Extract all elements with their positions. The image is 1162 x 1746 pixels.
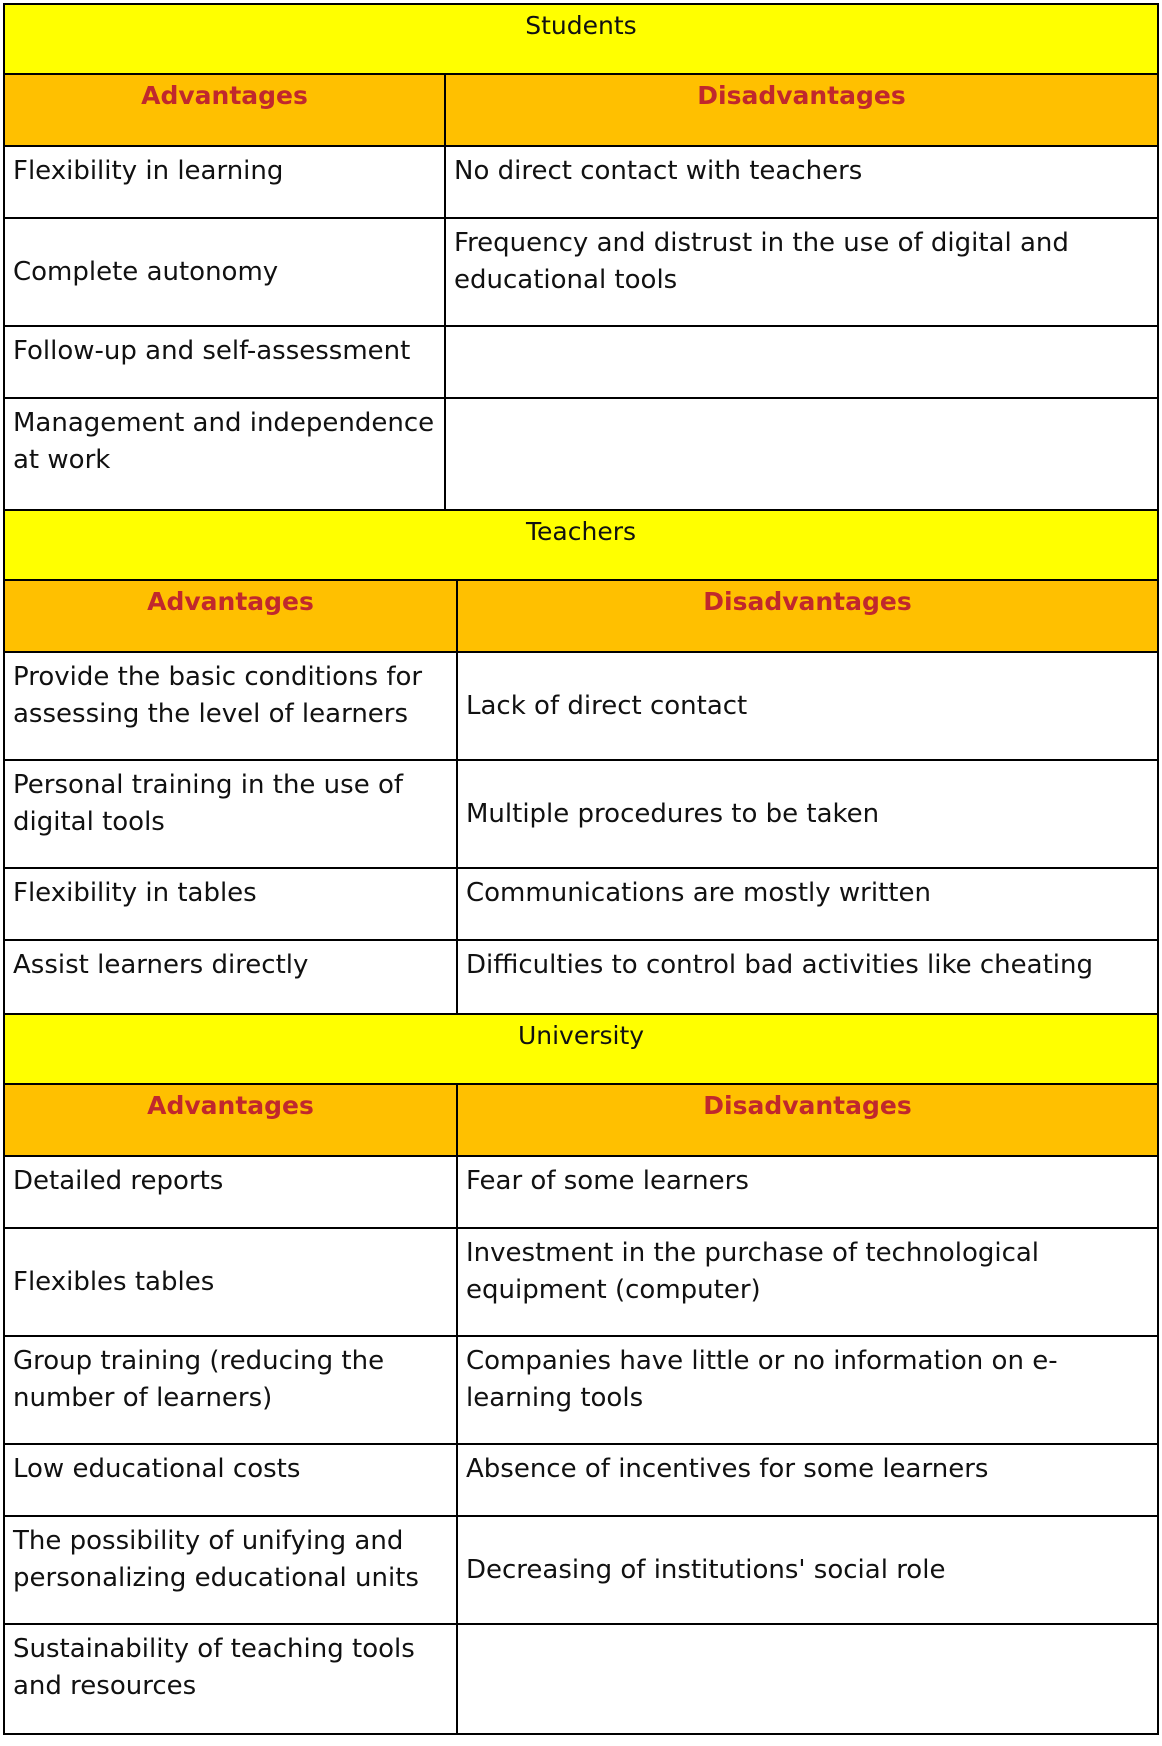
disadvantage-cell: Frequency and distrust in the use of digital and educational tools: [454, 228, 1069, 295]
disadvantage-cell: [458, 1517, 1157, 1623]
advantage-cell: Assist learners directly: [5, 941, 458, 1013]
table-row: [5, 1445, 1157, 1517]
advantage-cell: Detailed reports: [5, 1157, 458, 1227]
disadvantage-cell: No direct contact with teachers: [454, 156, 863, 186]
disadvantage-text: Multiple procedures to be taken: [466, 798, 880, 829]
advantage-cell: Follow-up and self-assessment: [5, 327, 446, 397]
table-row: [5, 653, 1157, 761]
advantages-header: Advantages: [5, 75, 446, 145]
advantage-cell: Personal training in the use of digital tools: [5, 761, 458, 867]
table-row: [5, 1337, 1157, 1445]
table-row: [5, 761, 1157, 869]
advantage-cell: [5, 219, 446, 325]
disadvantage-cell: Fear of some learners: [466, 1166, 749, 1196]
advantage-text: Complete autonomy: [13, 256, 279, 287]
disadvantages-header: Disadvantages: [703, 1091, 912, 1120]
section-students: [3, 3, 1159, 509]
section-title: University: [5, 1013, 1157, 1085]
advantage-cell: Flexibility in tables: [5, 869, 458, 939]
advantage-cell: [5, 1229, 458, 1335]
section-title: Students: [5, 3, 1157, 75]
table-row: [5, 1157, 1157, 1229]
advantages-header: Advantages: [5, 1085, 458, 1155]
section-title: Teachers: [5, 509, 1157, 581]
advantage-cell: Sustainability of teaching tools and resources: [5, 1625, 458, 1733]
advantage-cell: Flexibility in learning: [5, 147, 446, 217]
table-row: [5, 147, 1157, 219]
disadvantage-cell: Investment in the purchase of technological equipment (computer): [466, 1238, 1040, 1305]
section-teachers: [3, 509, 1159, 1013]
disadvantage-text: Decreasing of institutions' social role: [466, 1554, 946, 1585]
header-row: [5, 75, 1157, 147]
table-row: [5, 399, 1157, 509]
header-row: [5, 1085, 1157, 1157]
advantages-header: Advantages: [5, 581, 458, 651]
disadvantage-cell: [458, 1625, 1157, 1733]
advantage-cell: The possibility of unifying and personalizing educational units: [5, 1517, 458, 1623]
disadvantage-text: Lack of direct contact: [466, 690, 748, 721]
advantage-text: Flexibles tables: [13, 1266, 215, 1297]
disadvantage-cell: Difficulties to control bad activities like cheating: [466, 950, 1093, 980]
table-row: [5, 1229, 1157, 1337]
header-row: [5, 581, 1157, 653]
disadvantage-cell: [458, 653, 1157, 759]
table-row: [5, 869, 1157, 941]
disadvantage-cell: [446, 399, 1157, 509]
disadvantage-cell: [458, 761, 1157, 867]
advantage-cell: Group training (reducing the number of learners): [5, 1337, 458, 1443]
disadvantage-cell: Companies have little or no information on e-learning tools: [466, 1346, 1058, 1413]
disadvantages-header: Disadvantages: [697, 81, 906, 110]
table-row: [5, 327, 1157, 399]
table-row: [5, 941, 1157, 1013]
advantage-cell: Low educational costs: [5, 1445, 458, 1515]
comparison-table: [3, 3, 1159, 1735]
disadvantages-header: Disadvantages: [703, 587, 912, 616]
table-row: [5, 1517, 1157, 1625]
section-university: [3, 1013, 1159, 1735]
advantage-cell: Management and independence at work: [5, 399, 446, 509]
advantage-cell: Provide the basic conditions for assessing the level of learners: [5, 653, 458, 759]
table-row: [5, 1625, 1157, 1735]
table-row: [5, 219, 1157, 327]
disadvantage-cell: [446, 327, 1157, 397]
disadvantage-cell: Absence of incentives for some learners: [466, 1454, 989, 1484]
disadvantage-cell: Communications are mostly written: [466, 878, 931, 908]
